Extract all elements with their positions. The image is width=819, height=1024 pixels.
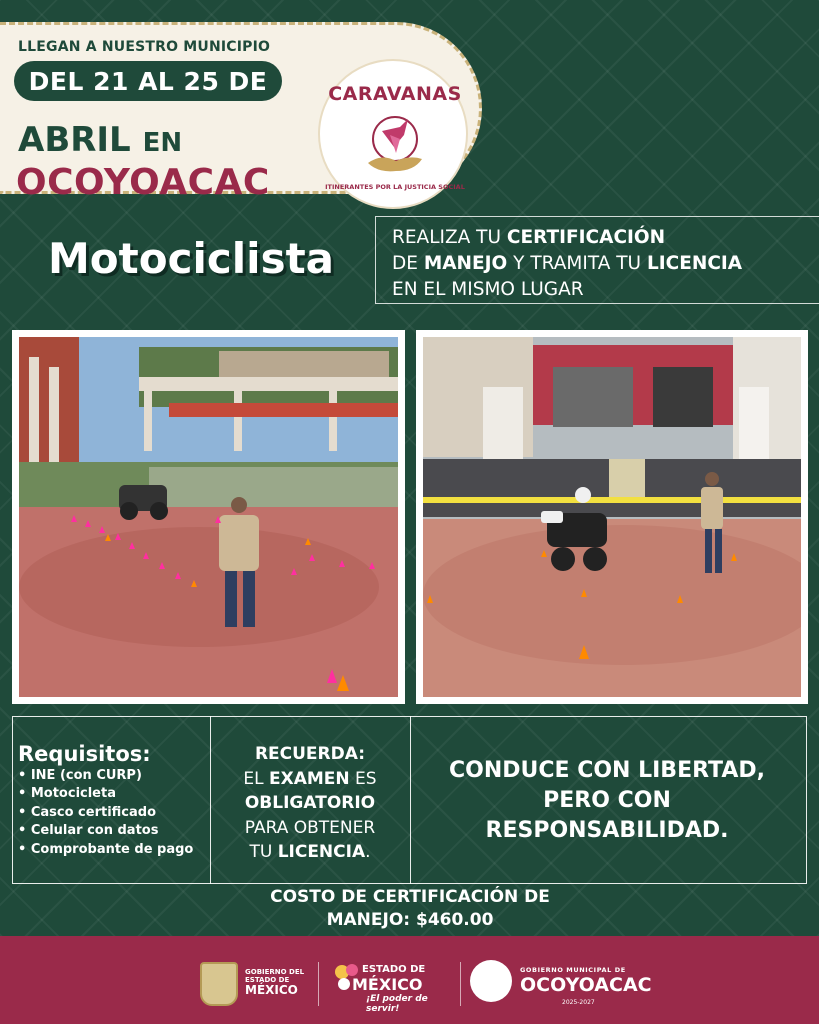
month-text: ABRIL — [18, 120, 131, 160]
dates-text: DEL 21 AL 25 DE — [28, 66, 268, 96]
header-banner — [0, 22, 482, 203]
desc-line-2 — [392, 251, 819, 277]
requirement-item: • Celular con datos — [18, 822, 193, 840]
header-tagline: LLEGAN A NUESTRO MUNICIPIO — [18, 39, 271, 55]
mexico-top-text: ESTADO DE — [362, 964, 426, 975]
reminder-bold: EXAMEN — [269, 768, 350, 789]
mexico-slogan-text: ¡El poder de servir! — [366, 994, 428, 1014]
reminder-text: . — [365, 842, 371, 862]
slogan-block — [412, 756, 802, 846]
reminder-text: EL — [243, 768, 270, 789]
desc-bold: CERTIFICACIÓN — [506, 227, 666, 248]
requirement-item: • Casco certificado — [18, 804, 193, 822]
photo-illustration-left — [19, 337, 398, 697]
municipal-seal-icon — [470, 960, 512, 1002]
requirement-item: • INE (con CURP) — [18, 767, 193, 785]
estado-de-mexico-logo — [332, 958, 452, 1014]
desc-line-1 — [392, 225, 819, 251]
desc-text: DE — [392, 253, 424, 274]
reminder-line-3: PARA OBTENER — [244, 817, 376, 838]
description-box — [375, 216, 819, 304]
month-line — [18, 120, 183, 160]
footer-bar — [0, 936, 819, 1024]
reminder-block — [214, 742, 406, 865]
caravanas-logo — [318, 59, 468, 209]
slogan-line-3: RESPONSABILIDAD. — [485, 818, 729, 843]
ocoy-years-text: 2025-2027 — [562, 999, 595, 1006]
panel-divider — [410, 716, 411, 884]
cost-line-2: MANEJO: $460.00 — [326, 910, 494, 930]
reminder-line-2 — [214, 791, 406, 816]
photo-illustration-right — [423, 337, 801, 697]
edomex-small-text: GOBIERNO DEL ESTADO DE — [245, 968, 305, 984]
state-crest-icon — [200, 962, 238, 1006]
panel-divider — [210, 716, 211, 884]
desc-line-3: EN EL MISMO LUGAR — [392, 279, 584, 300]
page-title: Motociclista — [48, 234, 334, 283]
reminder-bold: OBLIGATORIO — [244, 793, 376, 813]
month-en-text: EN — [142, 128, 183, 158]
desc-bold: LICENCIA — [646, 253, 743, 274]
logo-subtitle: ITINERANTES POR LA JUSTICIA SOCIAL — [325, 183, 465, 191]
ocoyoacac-government-logo — [470, 960, 650, 1010]
reminder-bold: LICENCIA — [277, 842, 366, 862]
hummingbird-hand-icon — [360, 109, 430, 179]
slogan-line-2: PERO CON — [543, 788, 671, 813]
ocoy-small-text: GOBIERNO MUNICIPAL DE — [520, 966, 626, 974]
reminder-line-4 — [214, 840, 406, 865]
requirements-title: Requisitos: — [18, 742, 151, 766]
dates-pill — [14, 61, 282, 101]
edomex-big-text: MÉXICO — [245, 983, 298, 997]
photo-plaza-course — [12, 330, 405, 704]
edomex-government-logo — [200, 960, 312, 1006]
desc-bold: MANEJO — [423, 253, 508, 274]
footer-separator — [460, 962, 461, 1006]
desc-text: Y TRAMITA TU — [507, 253, 647, 274]
reminder-title: RECUERDA: — [254, 744, 366, 764]
requirements-list — [18, 767, 193, 859]
city-name: OCOYOACAC — [16, 162, 270, 203]
cost-line-1: COSTO DE CERTIFICACIÓN DE — [270, 887, 550, 907]
logo-title: CARAVANAS — [328, 83, 462, 105]
footer-separator — [318, 962, 319, 1006]
reminder-line-1 — [214, 767, 406, 792]
reminder-text: TU — [249, 842, 278, 862]
slogan-line-1: CONDUCE CON LIBERTAD, — [448, 758, 766, 783]
desc-text: REALIZA TU — [392, 227, 507, 248]
reminder-text: ES — [349, 768, 377, 789]
requirement-item: • Comprobante de pago — [18, 841, 193, 859]
cost-block — [180, 886, 640, 932]
photo-motorcycle-exam — [416, 330, 808, 704]
mexico-big-text: MÉXICO — [352, 975, 423, 994]
ocoy-big-text: OCOYOACAC — [520, 974, 652, 996]
requirement-item: • Motocicleta — [18, 785, 193, 803]
